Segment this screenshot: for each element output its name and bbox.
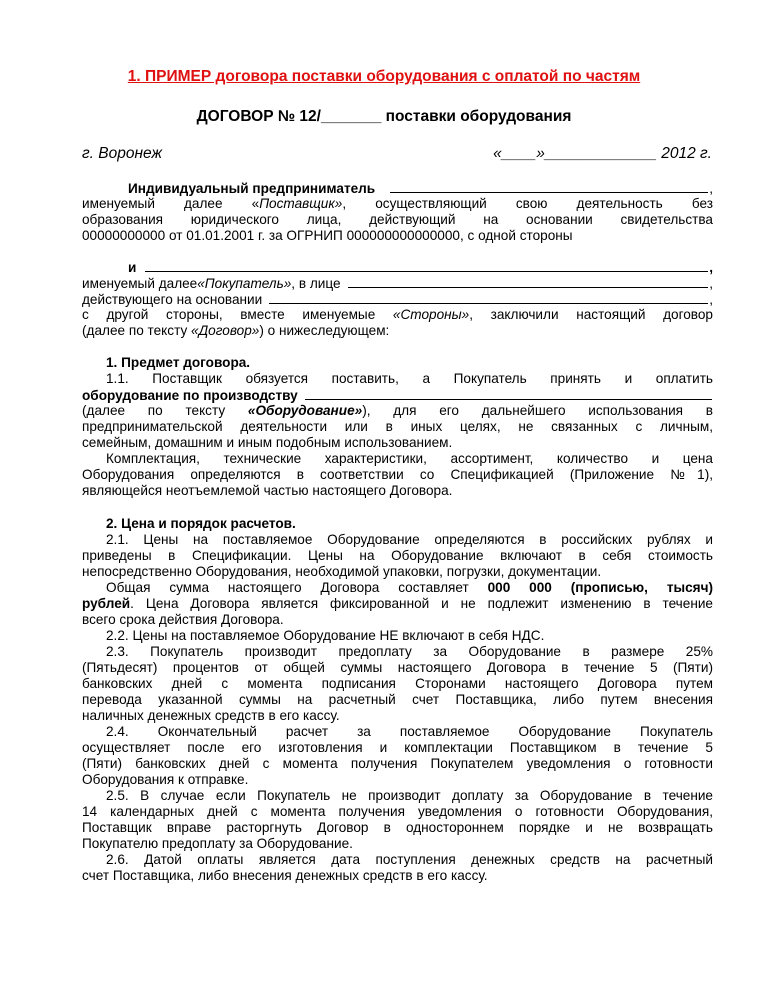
equipment-term: «Оборудование»: [247, 403, 363, 418]
text: именуемый далее «: [82, 196, 260, 211]
s2-line-15: (Пяти) банковских дней с момента получения Покупателем уведомления о готовности: [82, 756, 713, 771]
punct: ,: [709, 276, 713, 291]
s2-line-4: [106, 580, 713, 596]
s2-line-2: приведены в Спецификации. Цены на Оборудование включают в себя стоимость: [82, 548, 713, 563]
text: с другой стороны, вместе именуемые: [82, 307, 393, 322]
s2-line-16: Оборудования к отправке.: [82, 772, 249, 787]
s2-line-9: (Пятьдесят) процентов от общей суммы настоящего Договора в течение 5 (Пяти): [82, 660, 713, 675]
contract-heading: ДОГОВОР № 12/_______ поставки оборудования: [196, 108, 572, 125]
s2-line-6: всего срока действия Договора.: [82, 612, 284, 627]
s2-line-7: 2.2. Цены на поставляемое Оборудование НЕ включают в себя НДС.: [106, 628, 545, 643]
text: , в лице: [291, 276, 341, 291]
buyer-blank: [145, 259, 708, 272]
contract-date: «____»_____________ 2012 г.: [493, 145, 712, 162]
parties-line-3: [82, 291, 713, 308]
text: , осуществляющий свою деятельность без: [342, 196, 713, 211]
punct: ,: [709, 260, 713, 275]
document-title: 1. ПРИМЕР договора поставки оборудования с оплатой по частям: [127, 68, 641, 85]
equipment-label: оборудование по производству: [82, 388, 298, 403]
text: . Цена Договора является фиксированной и не подлежит изменению в течение: [130, 596, 713, 611]
text: (далее по тексту: [82, 403, 248, 418]
text: (далее по тексту: [82, 323, 192, 338]
supplier-term: Поставщик»: [259, 196, 343, 211]
preamble-line-2: [82, 196, 713, 212]
s2-line-1: 2.1. Цены на поставляемое Оборудование определяются в российских рублях и: [106, 532, 713, 547]
s2-line-5: [82, 596, 713, 612]
s1-line-5: семейным, домашним и иным подобным использованием.: [82, 435, 453, 450]
text: , заключили настоящий договор: [469, 307, 713, 322]
s2-line-13: 2.4. Окончательный расчет за поставляемое Оборудование Покупатель: [106, 724, 713, 739]
s1-line-1: 1.1. Поставщик обязуется поставить, а Покупатель принять и оплатить: [106, 371, 713, 386]
s1-line-4: предпринимательской деятельности или в иных целях, не связанных с личным,: [82, 419, 713, 434]
representative-blank: [348, 275, 709, 288]
parties-line-4: [82, 307, 713, 323]
section-1-title: 1. Предмет договора.: [106, 355, 251, 370]
text: ), для его дальнейшего использования в: [362, 403, 713, 418]
basis-blank: [269, 291, 708, 304]
s2-line-14: осуществляет после его изготовления и комплектации Поставщиком в течение 5: [82, 740, 713, 755]
text: ) о нижеследующем:: [259, 323, 390, 338]
text: действующего на основании: [82, 292, 263, 307]
entrepreneur-blank: [390, 180, 708, 193]
s2-line-20: Покупателю предоплату за Оборудование.: [82, 836, 353, 851]
rubles: рублей: [82, 596, 131, 611]
s1-line-7: Оборудования определяются в соответствии со Спецификацией (Приложение №1),: [82, 467, 713, 482]
parties-term: «Стороны»: [392, 307, 470, 322]
s1-line-2: [82, 387, 713, 404]
s2-line-19: Поставщик вправе расторгнуть Договор в одностороннем порядке и не возвращать: [82, 820, 713, 835]
s2-line-18: 14 календарных дней с момента получения уведомления о готовности Оборудования,: [82, 804, 713, 819]
equipment-blank: [305, 387, 712, 400]
preamble-line-3: образования юридического лица, действующий на основании свидетельства: [82, 212, 713, 227]
s2-line-8: 2.3. Покупатель производит предоплату за Оборудование в размере 25%: [106, 644, 713, 659]
s2-line-3: непосредственно Оборудования, необходимой упаковки, погрузки, документации.: [82, 564, 602, 579]
s2-line-17: 2.5. В случае если Покупатель не производит доплату за Оборудование в течение: [106, 788, 713, 803]
s1-line-8: являющейся неотъемлемой частью настоящего Договора.: [82, 483, 453, 498]
parties-line-2: [82, 275, 713, 292]
s2-line-21: 2.6. Датой оплаты является дата поступления денежных средств на расчетный: [106, 852, 713, 867]
s2-line-12: наличных денежных средств в его кассу.: [82, 708, 340, 723]
parties-line-5: [82, 323, 713, 339]
text: именуемый далее: [82, 276, 198, 291]
punct: ,: [709, 292, 713, 307]
text: Общая сумма настоящего Договора составляет: [106, 580, 488, 595]
and-label: и: [128, 260, 137, 275]
s2-line-22: счет Поставщика, либо внесения денежных средств в его кассу.: [82, 868, 488, 883]
parties-line-1: [82, 259, 713, 276]
preamble-line-4: 00000000000 от 01.01.2001 г. за ОГРНИП 000000000000000, с одной стороны: [82, 228, 573, 243]
preamble-line-1: [82, 180, 713, 197]
s2-line-11: перевода указанной суммы на расчетный счет Поставщика, либо путем внесения: [82, 692, 713, 707]
s1-line-6: Комплектация, технические характеристики, ассортимент, количество и цена: [106, 451, 713, 466]
entrepreneur-label: Индивидуальный предприниматель: [128, 181, 376, 196]
s2-line-10: банковских дней с момента подписания Сторонами настоящего Договора путем: [82, 676, 713, 691]
contract-term: «Договор»: [191, 323, 260, 338]
s1-line-3: [82, 403, 713, 419]
contract-city: г. Воронеж: [82, 145, 163, 162]
buyer-term: «Покупатель»: [197, 276, 292, 291]
total-amount: 000 000 (прописью, тысяч): [487, 580, 714, 595]
punct: ,: [709, 181, 713, 196]
section-2-title: 2. Цена и порядок расчетов.: [106, 516, 296, 531]
